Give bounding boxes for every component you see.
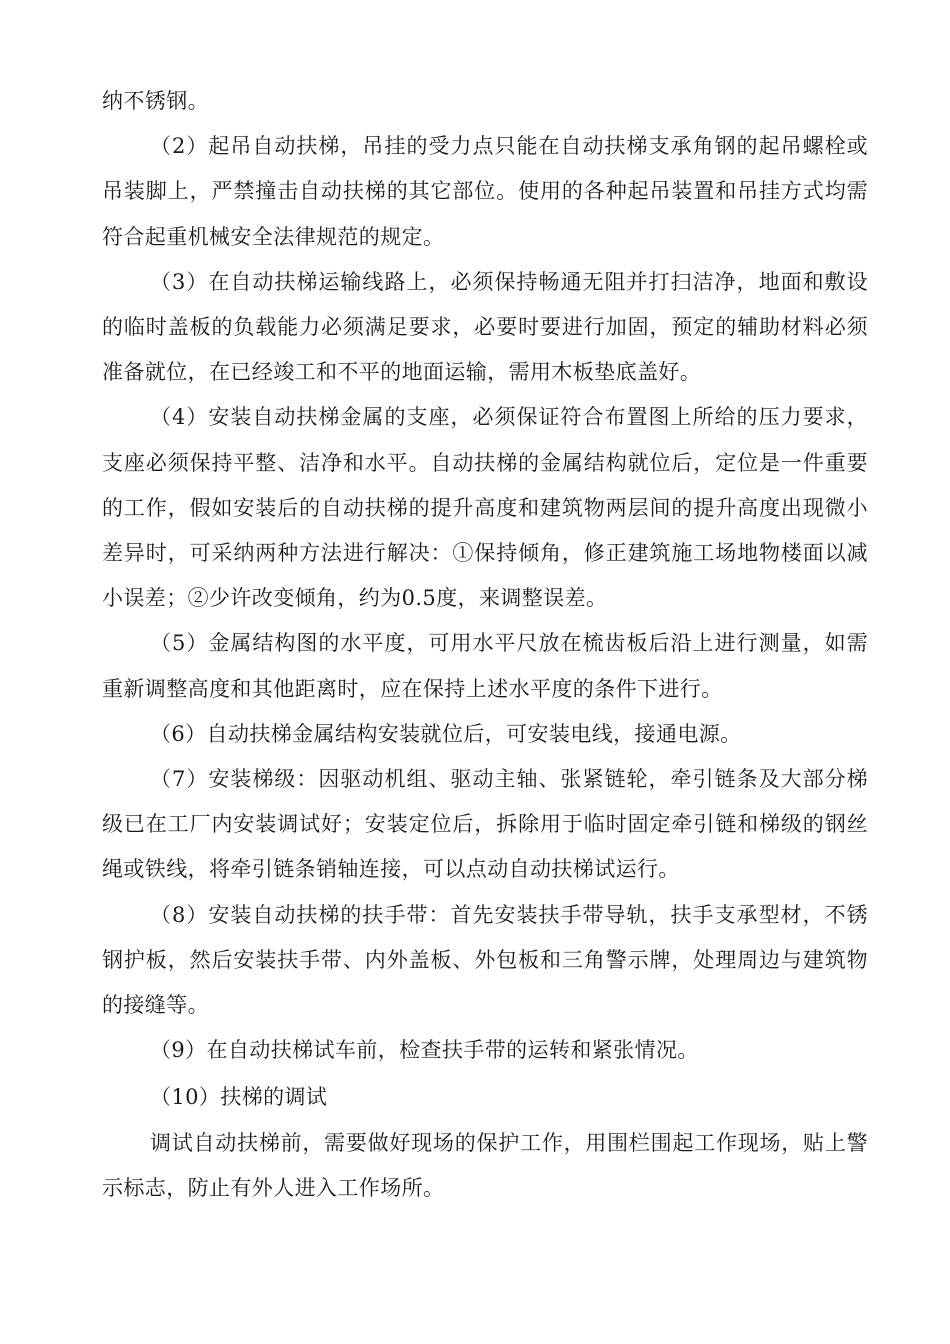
paragraph-item-3: （3）在自动扶梯运输线路上，必须保持畅通无阻并打扫洁净，地面和敷设的临时盖板的负载能力必须满足要求，必要时要进行加固，预定的辅助材料必须准备就位，在已经竣工和不平的地面运输，需用木板垫底盖好。 <box>102 269 868 385</box>
paragraph-item-2: （2）起吊自动扶梯，吊挂的受力点只能在自动扶梯支承角钢的起吊螺栓或吊装脚上，严禁撞击自动扶梯的其它部位。使用的各种起吊装置和吊挂方式均需符合起重机械安全法律规范的规定。 <box>102 134 868 249</box>
paragraph-item-7: （7）安装梯级：因驱动机组、驱动主轴、张紧链轮，牵引链条及大部分梯级已在工厂内安装调试好；安装定位后，拆除用于临时固定牵引链和梯级的钢丝绳或铁线，将牵引链条销轴连接，可以点动自动扶梯试运行。 <box>102 767 868 882</box>
paragraph-item-8: （8）安装自动扶梯的扶手带：首先安装扶手带导轨，扶手支承型材，不锈钢护板，然后安装扶手带、内外盖板、外包板和三角警示牌，处理周边与建筑物的接缝等。 <box>102 902 868 1018</box>
paragraph-item-4: （4）安装自动扶梯金属的支座，必须保证符合布置图上所给的压力要求，支座必须保持平整、洁净和水平。自动扶梯的金属结构就位后，定位是一件重要的工作，假如安装后的自动扶梯的提升高度和建筑物两层间的提升高度出现微小差异时，可采纳两种方法进行解决：①保持倾角，修正建筑施工场地物楼面以减小误差；②少许改变倾角，约为0.5度，来调整误差。 <box>102 405 868 611</box>
paragraph-commissioning-intro: 调试自动扶梯前，需要做好现场的保护工作，用围栏围起工作现场，贴上警示标志，防止有外人进入工作场所。 <box>102 1130 868 1200</box>
paragraph-item-9: （9）在自动扶梯试车前，检查扶手带的运转和紧张情况。 <box>150 1038 699 1063</box>
section-heading-item-10: （10）扶梯的调试 <box>150 1085 328 1110</box>
document-page <box>102 79 868 1211</box>
paragraph-item-6: （6）自动扶梯金属结构安装就位后，可安装电线，接通电源。 <box>150 721 742 746</box>
paragraph-continuation: 纳不锈钢。 <box>102 89 209 113</box>
paragraph-item-5: （5）金属结构图的水平度，可用水平尺放在梳齿板后沿上进行测量，如需重新调整高度和其他距离时，应在保持上述水平度的条件下进行。 <box>102 631 868 701</box>
